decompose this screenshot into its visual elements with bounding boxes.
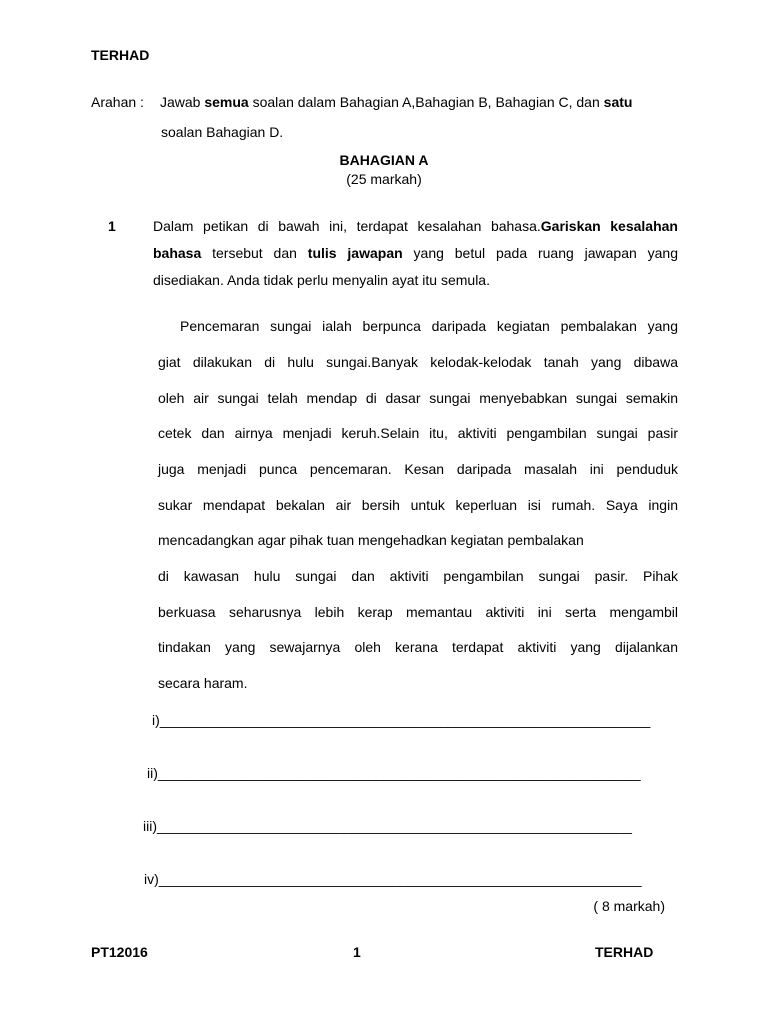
section-title: BAHAGIAN A: [339, 152, 429, 168]
instructions-label: Arahan :: [91, 94, 144, 110]
instructions-line-2: soalan Bahagian D.: [161, 124, 284, 140]
passage: [158, 318, 678, 698]
passage-line: mencadangkan agar pihak tuan mengehadkan kegiatan pembalakan: [158, 532, 584, 548]
passage-line: juga menjadi punca pencemaran. Kesan daripada masalah ini penduduk: [158, 461, 678, 477]
answer-line-i[interactable]: i)_______________________________________________________________: [152, 712, 651, 728]
passage-line: secara haram.: [158, 675, 248, 691]
instructions-text: Jawab: [160, 94, 205, 110]
header-classification: TERHAD: [91, 47, 150, 63]
instructions-line-1: [160, 94, 632, 110]
passage-line: giat dilakukan di hulu sungai.Banyak kelodak-kelodak tanah yang dibawa: [158, 354, 678, 370]
question-number: 1: [108, 218, 116, 234]
passage-line: sukar mendapat bekalan air bersih untuk keperluan isi rumah. Saya ingin: [158, 497, 678, 513]
passage-line: tindakan yang sewajarnya oleh kerana terdapat aktiviti yang dijalankan: [158, 639, 678, 655]
question-line-3: disediakan. Anda tidak perlu menyalin ayat itu semula.: [153, 272, 490, 288]
instructions-emphasis: semua: [204, 94, 249, 110]
question-text: Dalam petikan di bawah ini, terdapat kesalahan bahasa.: [153, 218, 541, 234]
passage-line: di kawasan hulu sungai dan aktiviti pengambilan sungai pasir. Pihak: [158, 568, 678, 584]
footer-page-number: 1: [353, 944, 361, 960]
question-line-1: [153, 218, 678, 234]
answer-line-ii[interactable]: ii)______________________________________________________________: [147, 765, 641, 781]
question-emphasis: Gariskan kesalahan: [540, 218, 678, 234]
footer-classification: TERHAD: [595, 944, 654, 960]
passage-line: cetek dan airnya menjadi keruh.Selain itu, aktiviti pengambilan sungai pasir: [158, 425, 678, 441]
question-emphasis: bahasa: [153, 245, 202, 261]
question-text: yang betul pada ruang jawapan yang: [402, 245, 678, 261]
question-text: tersebut dan: [201, 245, 308, 261]
passage-line: Pencemaran sungai ialah berpunca daripada kegiatan pembalakan yang: [180, 318, 678, 334]
instructions-emphasis: satu: [603, 94, 633, 110]
section-marks: (25 markah): [346, 171, 422, 187]
answer-line-iii[interactable]: iii)_____________________________________________________________: [143, 818, 632, 834]
passage-line: oleh air sungai telah mendap di dasar sungai menyebabkan sungai semakin: [158, 390, 678, 406]
question-emphasis: tulis jawapan: [307, 245, 403, 261]
answer-line-iv[interactable]: iv)______________________________________________________________: [144, 871, 642, 887]
answer-marks: ( 8 markah): [593, 898, 665, 914]
instructions-text: soalan dalam Bahagian A,Bahagian B, Bahagian C, dan: [248, 94, 604, 110]
passage-line: berkuasa seharusnya lebih kerap memantau aktiviti ini serta mengambil: [158, 604, 678, 620]
footer-code: PT12016: [91, 944, 148, 960]
question-line-2: [153, 245, 678, 261]
